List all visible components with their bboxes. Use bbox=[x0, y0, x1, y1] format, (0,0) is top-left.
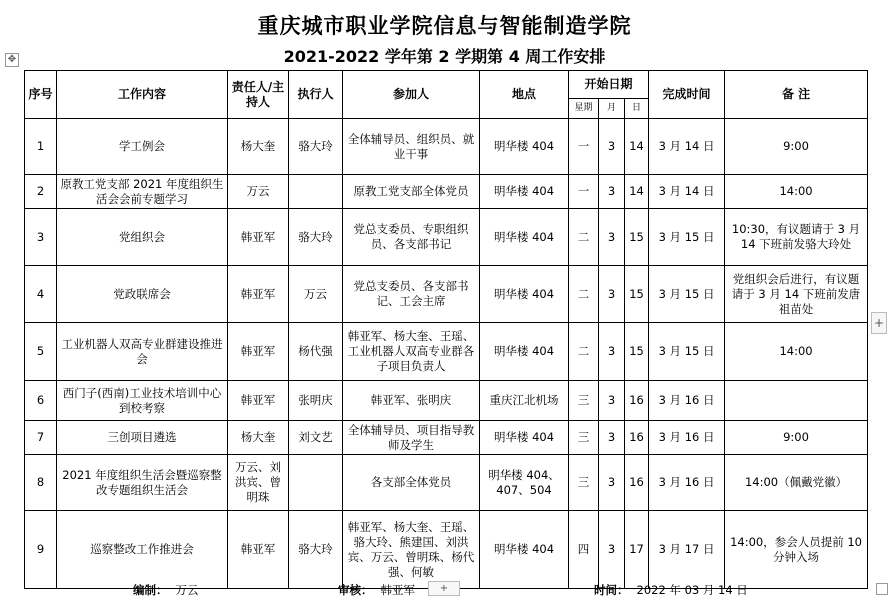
cell-content[interactable]: 工业机器人双高专业群建设推进会 bbox=[57, 323, 228, 381]
cell-month[interactable]: 3 bbox=[599, 381, 625, 421]
cell-month[interactable]: 3 bbox=[599, 175, 625, 209]
add-column-icon[interactable]: + bbox=[871, 312, 887, 334]
cell-month[interactable]: 3 bbox=[599, 266, 625, 323]
cell-finish[interactable]: 3 月 15 日 bbox=[649, 323, 725, 381]
cell-month[interactable]: 3 bbox=[599, 421, 625, 455]
header-start-date: 开始日期 bbox=[569, 71, 649, 99]
cell-note[interactable]: 14:00，参会人员提前 10 分钟入场 bbox=[725, 511, 868, 589]
cell-executor[interactable] bbox=[289, 455, 343, 511]
cell-owner[interactable]: 韩亚军 bbox=[228, 381, 289, 421]
cell-weekday[interactable]: 二 bbox=[569, 266, 599, 323]
header-participants: 参加人 bbox=[343, 71, 480, 119]
cell-note[interactable]: 9:00 bbox=[725, 119, 868, 175]
cell-month[interactable]: 3 bbox=[599, 119, 625, 175]
table-row bbox=[25, 209, 868, 266]
cell-no[interactable]: 8 bbox=[25, 455, 57, 511]
header-no: 序号 bbox=[25, 71, 57, 119]
document-subtitle: 2021-2022 学年第 2 学期第 4 周工作安排 bbox=[283, 47, 606, 66]
cell-day[interactable]: 15 bbox=[625, 323, 649, 381]
cell-day[interactable]: 17 bbox=[625, 511, 649, 589]
cell-weekday[interactable]: 三 bbox=[569, 455, 599, 511]
footer-time-label: 时间： bbox=[594, 583, 629, 597]
cell-owner[interactable]: 韩亚军 bbox=[228, 266, 289, 323]
cell-executor[interactable]: 杨代强 bbox=[289, 323, 343, 381]
cell-owner[interactable]: 韩亚军 bbox=[228, 323, 289, 381]
cell-location[interactable]: 明华楼 404 bbox=[480, 511, 569, 589]
cell-participants[interactable]: 全体辅导员、项目指导教师及学生 bbox=[343, 421, 480, 455]
cell-executor[interactable]: 张明庆 bbox=[289, 381, 343, 421]
cell-no[interactable]: 5 bbox=[25, 323, 57, 381]
cell-weekday[interactable]: 三 bbox=[569, 381, 599, 421]
cell-location[interactable]: 明华楼 404 bbox=[480, 119, 569, 175]
table-row bbox=[25, 511, 868, 589]
cell-note[interactable]: 党组织会后进行，有议题请于 3 月 14 下班前发唐祖苗处 bbox=[725, 266, 868, 323]
cell-no[interactable]: 1 bbox=[25, 119, 57, 175]
cell-participants[interactable]: 韩亚军、杨大奎、王瑶、骆大玲、熊建国、刘洪宾、万云、曾明珠、杨代强、何敏 bbox=[343, 511, 480, 589]
table-resize-handle-icon[interactable] bbox=[876, 583, 888, 595]
cell-location[interactable]: 重庆江北机场 bbox=[480, 381, 569, 421]
footer-reviewer bbox=[338, 582, 415, 598]
cell-owner[interactable]: 杨大奎 bbox=[228, 119, 289, 175]
header-executor: 执行人 bbox=[289, 71, 343, 119]
header-note: 备 注 bbox=[725, 71, 868, 119]
cell-weekday[interactable]: 一 bbox=[569, 119, 599, 175]
cell-executor[interactable]: 骆大玲 bbox=[289, 511, 343, 589]
cell-weekday[interactable]: 二 bbox=[569, 323, 599, 381]
footer-editor bbox=[133, 582, 199, 598]
cell-owner[interactable]: 杨大奎 bbox=[228, 421, 289, 455]
table-move-handle-icon[interactable]: ✥ bbox=[5, 53, 19, 67]
cell-content[interactable]: 巡察整改工作推进会 bbox=[57, 511, 228, 589]
cell-no[interactable]: 2 bbox=[25, 175, 57, 209]
cell-finish[interactable]: 3 月 16 日 bbox=[649, 421, 725, 455]
document-title: 重庆城市职业学院信息与智能制造学院 bbox=[257, 14, 632, 38]
cell-day[interactable]: 16 bbox=[625, 421, 649, 455]
table-row bbox=[25, 323, 868, 381]
cell-note[interactable]: 14:00 bbox=[725, 323, 868, 381]
footer-time bbox=[594, 582, 748, 598]
cell-participants[interactable]: 党总支委员、各支部书记、工会主席 bbox=[343, 266, 480, 323]
cell-content[interactable]: 三创项目遴选 bbox=[57, 421, 228, 455]
add-row-icon[interactable]: + bbox=[428, 581, 460, 596]
cell-executor[interactable]: 骆大玲 bbox=[289, 119, 343, 175]
cell-location[interactable]: 明华楼 404 bbox=[480, 421, 569, 455]
cell-note[interactable]: 14:00 bbox=[725, 175, 868, 209]
cell-no[interactable]: 6 bbox=[25, 381, 57, 421]
cell-location[interactable]: 明华楼 404 bbox=[480, 323, 569, 381]
cell-location[interactable]: 明华楼 404 bbox=[480, 209, 569, 266]
footer-editor-value: 万云 bbox=[175, 583, 199, 597]
cell-owner[interactable]: 韩亚军 bbox=[228, 511, 289, 589]
cell-finish[interactable]: 3 月 17 日 bbox=[649, 511, 725, 589]
cell-finish[interactable]: 3 月 16 日 bbox=[649, 381, 725, 421]
cell-month[interactable]: 3 bbox=[599, 323, 625, 381]
cell-finish[interactable]: 3 月 16 日 bbox=[649, 455, 725, 511]
cell-day[interactable]: 16 bbox=[625, 455, 649, 511]
cell-note[interactable]: 9:00 bbox=[725, 421, 868, 455]
cell-executor[interactable]: 万云 bbox=[289, 266, 343, 323]
footer-reviewer-label: 审核： bbox=[338, 583, 373, 597]
cell-participants[interactable]: 全体辅导员、组织员、就业干事 bbox=[343, 119, 480, 175]
header-month: 月 bbox=[599, 99, 625, 119]
footer-editor-label: 编制： bbox=[133, 583, 168, 597]
cell-participants[interactable]: 韩亚军、杨大奎、王瑶、工业机器人双高专业群各子项目负责人 bbox=[343, 323, 480, 381]
cell-location[interactable]: 明华楼 404 bbox=[480, 175, 569, 209]
cell-finish[interactable]: 3 月 14 日 bbox=[649, 175, 725, 209]
cell-content[interactable]: 原教工党支部 2021 年度组织生活会会前专题学习 bbox=[57, 175, 228, 209]
cell-content[interactable]: 西门子(西南)工业技术培训中心到校考察 bbox=[57, 381, 228, 421]
cell-month[interactable]: 3 bbox=[599, 209, 625, 266]
cell-day[interactable]: 14 bbox=[625, 119, 649, 175]
cell-no[interactable]: 7 bbox=[25, 421, 57, 455]
cell-location[interactable]: 明华楼 404 bbox=[480, 266, 569, 323]
cell-note[interactable] bbox=[725, 381, 868, 421]
cell-weekday[interactable]: 三 bbox=[569, 421, 599, 455]
cell-finish[interactable]: 3 月 15 日 bbox=[649, 266, 725, 323]
footer-reviewer-value: 韩亚军 bbox=[380, 583, 415, 597]
table-row bbox=[25, 381, 868, 421]
header-finish: 完成时间 bbox=[649, 71, 725, 119]
cell-participants[interactable]: 各支部全体党员 bbox=[343, 455, 480, 511]
cell-month[interactable]: 3 bbox=[599, 511, 625, 589]
schedule-rows bbox=[25, 119, 868, 589]
header-owner: 责任人/主持人 bbox=[228, 71, 289, 119]
table-row bbox=[25, 266, 868, 323]
cell-weekday[interactable]: 四 bbox=[569, 511, 599, 589]
cell-content[interactable]: 2021 年度组织生活会暨巡察整改专题组织生活会 bbox=[57, 455, 228, 511]
header-weekday: 星期 bbox=[569, 99, 599, 119]
header-location: 地点 bbox=[480, 71, 569, 119]
cell-executor[interactable] bbox=[289, 175, 343, 209]
cell-finish[interactable]: 3 月 15 日 bbox=[649, 209, 725, 266]
cell-note[interactable]: 10:30，有议题请于 3 月 14 下班前发骆大玲处 bbox=[725, 209, 868, 266]
cell-note[interactable]: 14:00（佩戴党徽） bbox=[725, 455, 868, 511]
footer-time-value: 2022 年 03 月 14 日 bbox=[636, 583, 748, 597]
cell-no[interactable]: 9 bbox=[25, 511, 57, 589]
cell-content[interactable]: 学工例会 bbox=[57, 119, 228, 175]
cell-day[interactable]: 14 bbox=[625, 175, 649, 209]
header-day: 日 bbox=[625, 99, 649, 119]
cell-executor[interactable]: 刘文艺 bbox=[289, 421, 343, 455]
cell-owner[interactable]: 韩亚军 bbox=[228, 209, 289, 266]
cell-day[interactable]: 16 bbox=[625, 381, 649, 421]
cell-participants[interactable]: 原教工党支部全体党员 bbox=[343, 175, 480, 209]
table-row bbox=[25, 175, 868, 209]
cell-owner[interactable]: 万云、刘洪宾、曾明珠 bbox=[228, 455, 289, 511]
cell-content[interactable]: 党组织会 bbox=[57, 209, 228, 266]
cell-month[interactable]: 3 bbox=[599, 455, 625, 511]
cell-content[interactable]: 党政联席会 bbox=[57, 266, 228, 323]
cell-participants[interactable]: 党总支委员、专职组织员、各支部书记 bbox=[343, 209, 480, 266]
cell-no[interactable]: 4 bbox=[25, 266, 57, 323]
table-row bbox=[25, 455, 868, 511]
cell-participants[interactable]: 韩亚军、张明庆 bbox=[343, 381, 480, 421]
cell-no[interactable]: 3 bbox=[25, 209, 57, 266]
header-content: 工作内容 bbox=[57, 71, 228, 119]
table-row bbox=[25, 119, 868, 175]
table-row bbox=[25, 421, 868, 455]
cell-day[interactable]: 15 bbox=[625, 266, 649, 323]
cell-weekday[interactable]: 二 bbox=[569, 209, 599, 266]
cell-location[interactable]: 明华楼 404、407、504 bbox=[480, 455, 569, 511]
cell-executor[interactable]: 骆大玲 bbox=[289, 209, 343, 266]
cell-finish[interactable]: 3 月 14 日 bbox=[649, 119, 725, 175]
schedule-table bbox=[24, 70, 868, 589]
cell-owner[interactable]: 万云 bbox=[228, 175, 289, 209]
cell-weekday[interactable]: 一 bbox=[569, 175, 599, 209]
cell-day[interactable]: 15 bbox=[625, 209, 649, 266]
